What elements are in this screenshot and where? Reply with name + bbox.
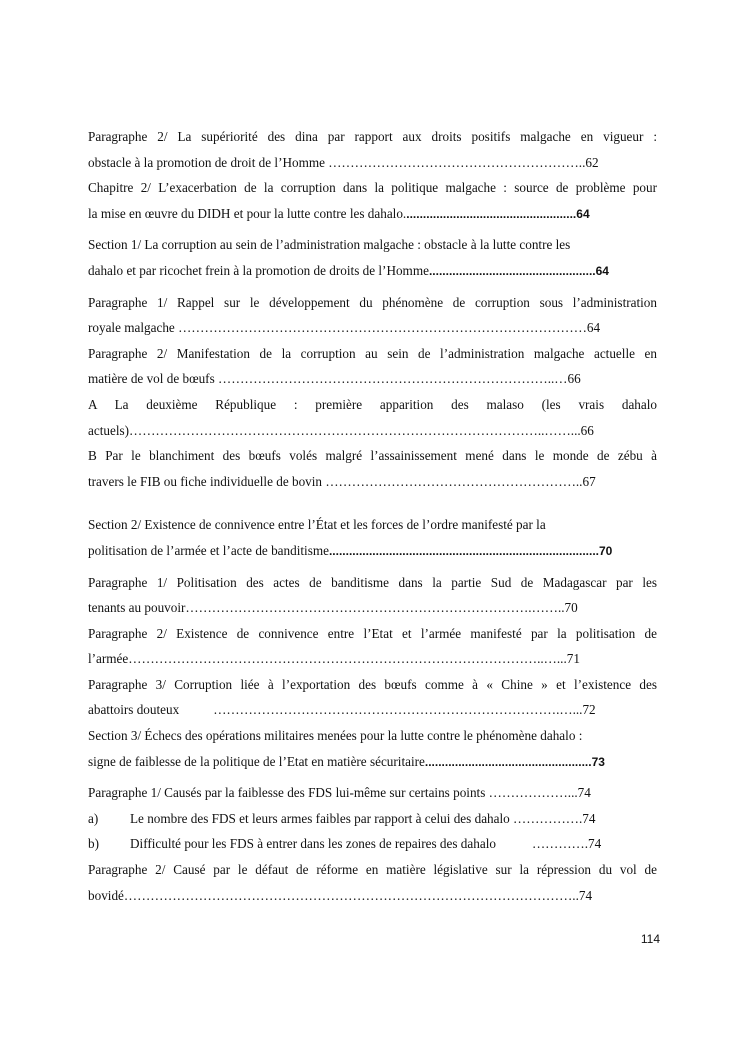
toc-entry-continuation: tenants au pouvoir…………………………………………………………………….……..70 <box>88 600 578 616</box>
toc-entry-continuation <box>88 697 657 723</box>
page-number: 114 <box>640 932 660 946</box>
toc-entry-chapitre-2: Chapitre 2/ L’exacerbation de la corruption dans la politique malgache : source de problème pour <box>88 180 657 196</box>
toc-entry-continuation: actuels)…………………………………………………………………………………..……...66 <box>88 422 594 438</box>
toc-entry-paragraphe-2-reforme: Paragraphe 2/ Causé par le défaut de réforme en matière législative sur la répression du vol de <box>88 862 657 878</box>
toc-entry-paragraphe-2-dina: Paragraphe 2/ La supériorité des dina par rapport aux droits positifs malgache en vigueur : <box>88 129 657 144</box>
toc-entry-b-difficulte <box>88 831 657 857</box>
toc-page-ref: ...................................................64 <box>406 206 590 221</box>
toc-entry-continuation <box>88 538 657 564</box>
toc-entry-continuation: royale malgache …………………………………………………………………………………64 <box>88 320 601 336</box>
toc-entry-continuation <box>88 201 657 227</box>
table-of-contents <box>88 124 657 908</box>
toc-entry-paragraphe-1-politisation: Paragraphe 1/ Politisation des actes de banditisme dans la partie Sud de Madagascar par les <box>88 574 657 590</box>
toc-entry-paragraphe-1-causes: Paragraphe 1/ Causés par la faiblesse des FDS lui-même sur certains points ………………...74 <box>88 785 591 801</box>
toc-entry-a-nombre-fds <box>88 806 657 832</box>
toc-entry-text: la mise en œuvre du DIDH et pour la lutte contre les dahalo. <box>88 205 407 221</box>
toc-entry-continuation <box>88 749 657 775</box>
toc-entry-section-1: Section 1/ La corruption au sein de l’administration malgache : obstacle à la lutte contre les <box>88 237 571 253</box>
list-marker: b) <box>88 836 99 852</box>
toc-entry-paragraphe-2-connivence: Paragraphe 2/ Existence de connivence entre l’Etat et l’armée manifesté par la politisation de <box>88 625 657 641</box>
toc-entry-text: Le nombre des FDS et leurs armes faibles par rapport à celui des dahalo …………….74 <box>130 810 596 826</box>
toc-dot-leader: …………………………………………………………………….…...72 <box>213 702 596 718</box>
list-marker: a) <box>88 810 99 826</box>
toc-entry-paragraphe-3-corruption: Paragraphe 3/ Corruption liée à l’exportation des bœufs comme à « Chine » et l’existence des <box>88 676 657 692</box>
toc-entry-continuation <box>88 258 657 284</box>
toc-entry-paragraphe-2-manifestation: Paragraphe 2/ Manifestation de la corruption au sein de l’administration malgache actuelle en <box>88 345 657 361</box>
toc-dot-leader: ………….74 <box>531 836 602 852</box>
toc-entry-continuation: travers le FIB ou fiche individuelle de bovin …………………………………………………..67 <box>88 473 596 489</box>
toc-page-ref: ..................................................64 <box>428 263 609 278</box>
toc-entry-text: abattoirs douteux <box>88 702 180 718</box>
toc-entry-continuation: matière de vol de bœufs …………………………………………………………………..…66 <box>88 371 581 387</box>
toc-entry-section-2: Section 2/ Existence de connivence entre l’État et les forces de l’ordre manifesté par la <box>88 517 546 533</box>
toc-entry-b-blanchiment: B Par le blanchiment des bœufs volés malgré l’assainissement mené dans le monde de zébu à <box>88 448 657 464</box>
toc-entry-continuation: bovidé…………………………………………………………………………………………..74 <box>88 887 593 903</box>
toc-entry-continuation: obstacle à la promotion de droit de l’Homme …………………………………………………..62 <box>88 154 599 170</box>
toc-page-ref: .................................................................................70 <box>328 543 613 558</box>
toc-entry-text: Difficulté pour les FDS à entrer dans les zones de repaires des dahalo <box>130 836 496 852</box>
toc-entry-text: signe de faiblesse de la politique de l’Etat en matière sécuritaire <box>88 753 425 769</box>
toc-entry-text: politisation de l’armée et l’acte de banditisme <box>88 542 329 558</box>
toc-entry-text: dahalo et par ricochet frein à la promotion de droits de l’Homme <box>88 262 429 278</box>
toc-entry-section-3: Section 3/ Échecs des opérations militaires menées pour la lutte contre le phénomène dahalo : <box>88 728 583 744</box>
toc-entry-paragraphe-1-rappel: Paragraphe 1/ Rappel sur le développement du phénomène de corruption sous l’administration <box>88 294 657 310</box>
toc-page-ref: ..................................................73 <box>424 754 605 769</box>
toc-entry-continuation: l’armée…………………………………………………………………………………..…...71 <box>88 651 580 667</box>
toc-entry-a-deuxieme-republique: A La deuxième République : première apparition des malaso (les vrais dahalo <box>88 396 657 412</box>
